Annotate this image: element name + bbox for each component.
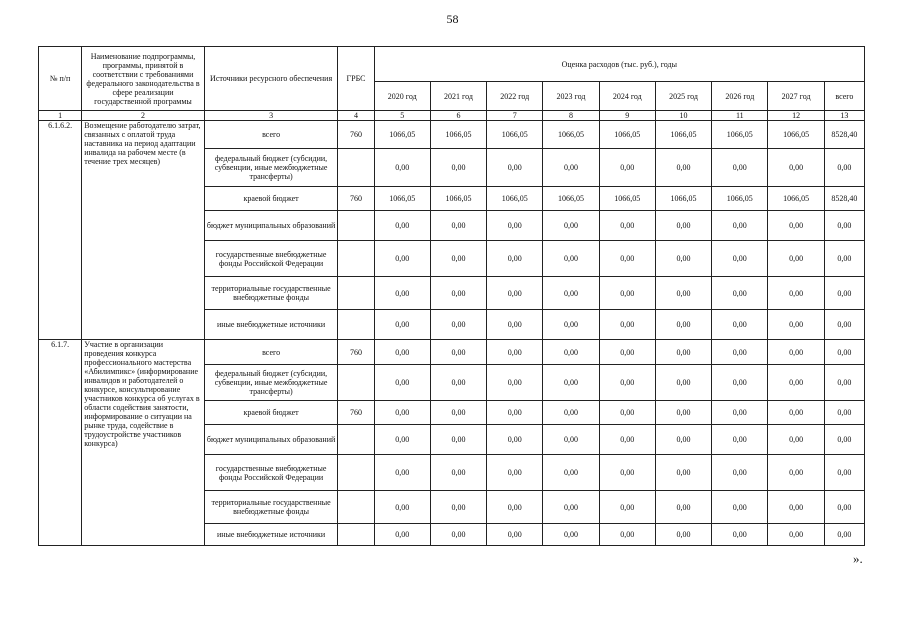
total-value: 8528,40 <box>824 121 864 149</box>
year-value: 1066,05 <box>487 121 543 149</box>
year-value: 1066,05 <box>712 187 768 211</box>
year-value: 0,00 <box>599 455 655 491</box>
column-number: 3 <box>204 111 338 121</box>
year-value: 0,00 <box>487 340 543 365</box>
year-value: 0,00 <box>543 241 599 277</box>
year-value: 0,00 <box>599 340 655 365</box>
header-name: Наименование подпрограммы, программы, принятой в соответствии с требованиями федерального законодательства в сфере реализации государственной программы <box>82 47 205 111</box>
column-number: 7 <box>487 111 543 121</box>
year-value: 0,00 <box>543 524 599 546</box>
year-value: 0,00 <box>655 425 711 455</box>
item-name: Возмещение работодателю затрат, связанных с оплатой труда наставника на период адаптации инвалида на рабочем месте (в течение трех месяцев) <box>82 121 205 340</box>
funding-source: всего <box>204 121 338 149</box>
year-value: 0,00 <box>712 455 768 491</box>
total-value: 0,00 <box>824 425 864 455</box>
year-value: 0,00 <box>543 149 599 187</box>
total-value: 0,00 <box>824 211 864 241</box>
year-value: 0,00 <box>768 277 824 310</box>
grbs-code <box>338 524 374 546</box>
header-year: 2025 год <box>655 82 711 111</box>
grbs-code <box>338 277 374 310</box>
funding-source: государственные внебюджетные фонды Российской Федерации <box>204 241 338 277</box>
closing-quote-mark: ». <box>853 551 863 566</box>
grbs-code <box>338 149 374 187</box>
year-value: 1066,05 <box>430 187 486 211</box>
table-row <box>39 121 865 149</box>
year-value: 0,00 <box>543 455 599 491</box>
year-value: 0,00 <box>655 455 711 491</box>
year-value: 0,00 <box>768 149 824 187</box>
grbs-code: 760 <box>338 340 374 365</box>
year-value: 0,00 <box>487 149 543 187</box>
year-value: 0,00 <box>599 241 655 277</box>
grbs-code <box>338 241 374 277</box>
funding-source: территориальные государственные внебюджетные фонды <box>204 491 338 524</box>
grbs-code <box>338 455 374 491</box>
year-value: 0,00 <box>543 310 599 340</box>
year-value: 0,00 <box>599 524 655 546</box>
column-number: 6 <box>430 111 486 121</box>
year-value: 0,00 <box>374 491 430 524</box>
year-value: 0,00 <box>712 491 768 524</box>
budget-table <box>38 46 865 546</box>
year-value: 0,00 <box>655 524 711 546</box>
year-value: 1066,05 <box>599 187 655 211</box>
total-value: 0,00 <box>824 365 864 401</box>
year-value: 0,00 <box>374 310 430 340</box>
year-value: 0,00 <box>543 401 599 425</box>
year-value: 1066,05 <box>599 121 655 149</box>
year-value: 0,00 <box>487 524 543 546</box>
funding-source: бюджет муниципальных образований <box>204 211 338 241</box>
header-year: 2026 год <box>712 82 768 111</box>
funding-source: государственные внебюджетные фонды Российской Федерации <box>204 455 338 491</box>
year-value: 0,00 <box>655 491 711 524</box>
column-number: 12 <box>768 111 824 121</box>
total-value: 0,00 <box>824 455 864 491</box>
year-value: 0,00 <box>374 277 430 310</box>
year-value: 0,00 <box>487 491 543 524</box>
header-year: 2023 год <box>543 82 599 111</box>
year-value: 0,00 <box>768 491 824 524</box>
year-value: 0,00 <box>655 241 711 277</box>
total-value: 8528,40 <box>824 187 864 211</box>
year-value: 0,00 <box>599 365 655 401</box>
page-number: 58 <box>446 12 459 26</box>
year-value: 0,00 <box>599 401 655 425</box>
year-value: 0,00 <box>599 211 655 241</box>
year-value: 0,00 <box>430 491 486 524</box>
year-value: 0,00 <box>543 211 599 241</box>
year-value: 0,00 <box>712 524 768 546</box>
year-value: 0,00 <box>487 241 543 277</box>
year-value: 0,00 <box>712 310 768 340</box>
year-value: 0,00 <box>374 340 430 365</box>
year-value: 0,00 <box>599 149 655 187</box>
year-value: 0,00 <box>768 401 824 425</box>
grbs-code <box>338 310 374 340</box>
year-value: 0,00 <box>712 401 768 425</box>
item-number: 6.1.7. <box>39 340 82 546</box>
total-value: 0,00 <box>824 401 864 425</box>
year-value: 0,00 <box>543 340 599 365</box>
year-value: 0,00 <box>430 365 486 401</box>
header-year: 2022 год <box>487 82 543 111</box>
header-grbs: ГРБС <box>338 47 374 111</box>
year-value: 0,00 <box>543 491 599 524</box>
year-value: 0,00 <box>374 401 430 425</box>
year-value: 0,00 <box>430 340 486 365</box>
column-number: 1 <box>39 111 82 121</box>
item-name: Участие в организации проведения конкурса профессионального мастерства «Абилимпикс» (информирование инвалидов и работодателей о конкурсе, консультирование участников конкурса об услугах в области содействия занятости, информирование о ситуации на рынке труда, содействие в трудоустройстве участников конкурса) <box>82 340 205 546</box>
grbs-code: 760 <box>338 187 374 211</box>
funding-source: федеральный бюджет (субсидии, субвенции, иные межбюджетные трансферты) <box>204 149 338 187</box>
year-value: 0,00 <box>599 425 655 455</box>
year-value: 0,00 <box>487 401 543 425</box>
year-value: 0,00 <box>374 425 430 455</box>
year-value: 0,00 <box>768 241 824 277</box>
column-number: 13 <box>824 111 864 121</box>
year-value: 0,00 <box>430 310 486 340</box>
year-value: 1066,05 <box>543 187 599 211</box>
year-value: 0,00 <box>768 340 824 365</box>
year-value: 1066,05 <box>543 121 599 149</box>
header-estimate: Оценка расходов (тыс. руб.), годы <box>374 47 864 82</box>
year-value: 0,00 <box>374 524 430 546</box>
year-value: 1066,05 <box>430 121 486 149</box>
header-num: № п/п <box>39 47 82 111</box>
year-value: 0,00 <box>374 455 430 491</box>
year-value: 0,00 <box>487 455 543 491</box>
year-value: 0,00 <box>374 149 430 187</box>
year-value: 0,00 <box>487 365 543 401</box>
year-value: 0,00 <box>712 425 768 455</box>
year-value: 1066,05 <box>768 187 824 211</box>
year-value: 0,00 <box>430 425 486 455</box>
grbs-code <box>338 365 374 401</box>
year-value: 0,00 <box>712 149 768 187</box>
year-value: 0,00 <box>430 455 486 491</box>
grbs-code <box>338 425 374 455</box>
year-value: 0,00 <box>599 491 655 524</box>
funding-source: бюджет муниципальных образований <box>204 425 338 455</box>
year-value: 0,00 <box>655 310 711 340</box>
year-value: 0,00 <box>487 310 543 340</box>
year-value: 0,00 <box>712 211 768 241</box>
year-value: 0,00 <box>655 277 711 310</box>
year-value: 0,00 <box>655 340 711 365</box>
header-year: 2020 год <box>374 82 430 111</box>
total-value: 0,00 <box>824 491 864 524</box>
year-value: 0,00 <box>430 524 486 546</box>
year-value: 0,00 <box>374 211 430 241</box>
total-value: 0,00 <box>824 149 864 187</box>
total-value: 0,00 <box>824 277 864 310</box>
year-value: 0,00 <box>374 241 430 277</box>
year-value: 0,00 <box>599 310 655 340</box>
year-value: 1066,05 <box>374 187 430 211</box>
funding-source: иные внебюджетные источники <box>204 310 338 340</box>
grbs-code <box>338 211 374 241</box>
total-value: 0,00 <box>824 241 864 277</box>
year-value: 0,00 <box>712 340 768 365</box>
column-number: 8 <box>543 111 599 121</box>
column-number: 11 <box>712 111 768 121</box>
funding-source: территориальные государственные внебюджетные фонды <box>204 277 338 310</box>
item-number: 6.1.6.2. <box>39 121 82 340</box>
year-value: 0,00 <box>599 277 655 310</box>
year-value: 0,00 <box>487 277 543 310</box>
year-value: 0,00 <box>655 365 711 401</box>
year-value: 0,00 <box>430 211 486 241</box>
year-value: 0,00 <box>430 401 486 425</box>
year-value: 0,00 <box>712 277 768 310</box>
year-value: 0,00 <box>543 365 599 401</box>
total-value: 0,00 <box>824 310 864 340</box>
funding-source: всего <box>204 340 338 365</box>
column-number: 9 <box>599 111 655 121</box>
header-year: 2027 год <box>768 82 824 111</box>
year-value: 0,00 <box>768 524 824 546</box>
total-value: 0,00 <box>824 340 864 365</box>
year-value: 1066,05 <box>487 187 543 211</box>
year-value: 0,00 <box>543 425 599 455</box>
table-row <box>39 340 865 365</box>
header-year: 2021 год <box>430 82 486 111</box>
column-number: 4 <box>338 111 374 121</box>
year-value: 1066,05 <box>655 187 711 211</box>
year-value: 0,00 <box>768 455 824 491</box>
year-value: 0,00 <box>487 425 543 455</box>
year-value: 0,00 <box>712 365 768 401</box>
year-value: 0,00 <box>655 149 711 187</box>
header-sources: Источники ресурсного обеспечения <box>204 47 338 111</box>
year-value: 0,00 <box>768 211 824 241</box>
year-value: 0,00 <box>543 277 599 310</box>
column-number: 10 <box>655 111 711 121</box>
year-value: 0,00 <box>712 241 768 277</box>
year-value: 1066,05 <box>768 121 824 149</box>
grbs-code: 760 <box>338 121 374 149</box>
year-value: 0,00 <box>487 211 543 241</box>
grbs-code: 760 <box>338 401 374 425</box>
year-value: 0,00 <box>768 310 824 340</box>
funding-source: федеральный бюджет (субсидии, субвенции, иные межбюджетные трансферты) <box>204 365 338 401</box>
year-value: 1066,05 <box>374 121 430 149</box>
column-number: 5 <box>374 111 430 121</box>
year-value: 0,00 <box>768 365 824 401</box>
header-year: всего <box>824 82 864 111</box>
funding-source: краевой бюджет <box>204 187 338 211</box>
funding-source: иные внебюджетные источники <box>204 524 338 546</box>
year-value: 0,00 <box>655 211 711 241</box>
header-year: 2024 год <box>599 82 655 111</box>
total-value: 0,00 <box>824 524 864 546</box>
funding-source: краевой бюджет <box>204 401 338 425</box>
year-value: 0,00 <box>430 241 486 277</box>
year-value: 0,00 <box>374 365 430 401</box>
year-value: 0,00 <box>768 425 824 455</box>
year-value: 0,00 <box>430 149 486 187</box>
column-number: 2 <box>82 111 205 121</box>
year-value: 0,00 <box>655 401 711 425</box>
grbs-code <box>338 491 374 524</box>
year-value: 0,00 <box>430 277 486 310</box>
year-value: 1066,05 <box>655 121 711 149</box>
year-value: 1066,05 <box>712 121 768 149</box>
